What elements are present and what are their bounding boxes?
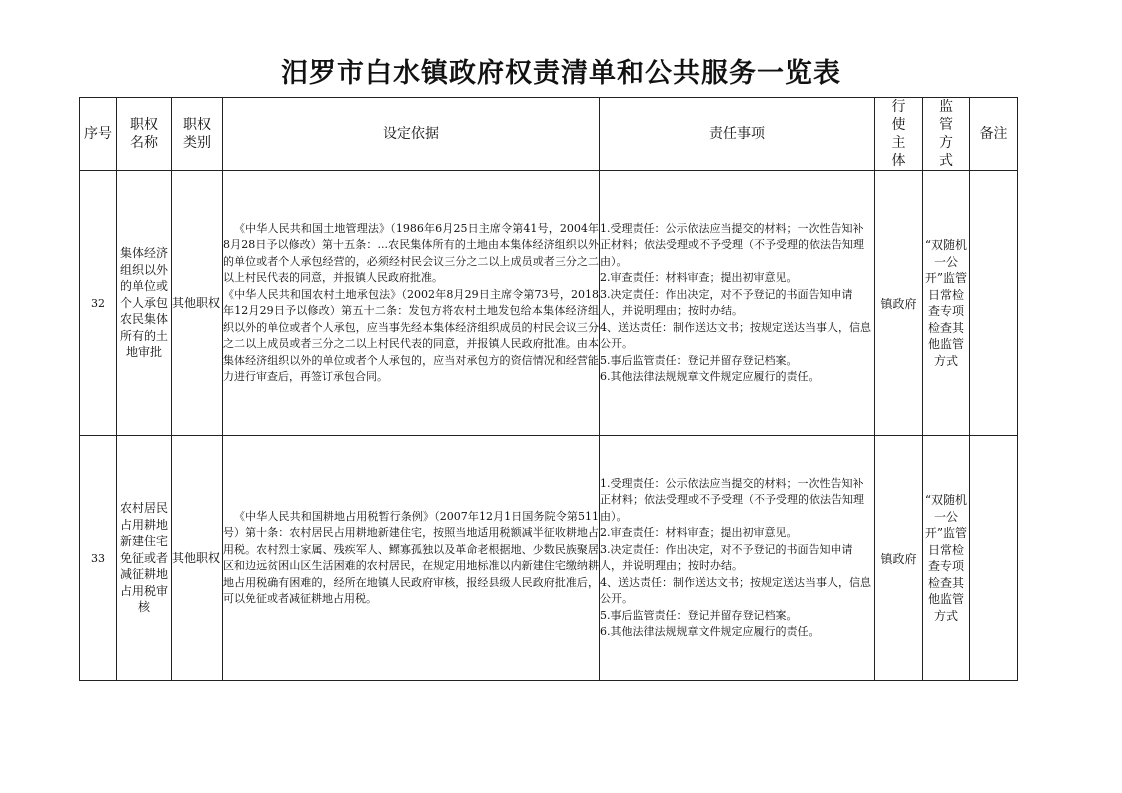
table-row: [80, 171, 1018, 436]
basis-paragraph: 《中华人民共和国农村土地承包法》（2002年8月29日主席令第73号，2018年12月29日予以修改）第五十二条：发包方将农村土地发包给本集体经济组织以外的单位或者个人承包，应当事先经本集体经济组织成员的村民会议三分之二以上成员或者三分之二以上村民代表的同意，并报镇人民政府批准。由本集体经济组织以外的单位或者个人承包的，应当对承包方的资信情况和经营能力进行审查后，再签订承包合同。: [223, 287, 599, 383]
row-supervision: “双随机一公开”监管日常检查专项检查其他监管方式: [923, 171, 970, 436]
header-responsibility: 责任事项: [600, 98, 875, 171]
table-header-row: [80, 98, 1018, 171]
row-name: 农村居民占用耕地新建住宅免征或者减征耕地占用税审核: [117, 436, 172, 681]
responsibility-item: 1.受理责任：公示依法应当提交的材料；一次性告知补正材料；依法受理或不予受理（不予受理的依法告知理由）。: [600, 476, 864, 523]
responsibility-item: 6.其他法律法规规章文件规定应履行的责任。: [600, 625, 820, 638]
responsibility-item: 5.事后监管责任：登记并留存登记档案。: [600, 353, 798, 367]
responsibility-item: 3.决定责任：作出决定，对不予登记的书面告知申请人，并说明理由；按时办结。: [600, 542, 853, 572]
responsibility-item: 3.决定责任：作出决定，对不予登记的书面告知申请人，并说明理由；按时办结。: [600, 287, 853, 317]
table-row: [80, 436, 1018, 681]
header-name: 职权名称: [117, 98, 172, 171]
row-responsibility: [600, 171, 875, 436]
row-remarks: [970, 436, 1018, 681]
row-remarks: [970, 171, 1018, 436]
basis-paragraph: 《中华人民共和国土地管理法》（1986年6月25日主席令第41号，2004年8月28日予以修改）第十五条：...农民集体所有的土地由本集体经济组织以外的单位或者个人承包经营的，必须经村民会议三分之二以上成员或者三分之二以上村民代表的同意，并报镇人民政府批准。: [223, 221, 599, 284]
responsibility-item: 5.事后监管责任：登记并留存登记档案。: [600, 608, 798, 622]
responsibility-item: 2.审查责任：材料审查；提出初审意见。: [600, 526, 798, 539]
responsibility-item: 1.受理责任：公示依法应当提交的材料；一次性告知补正材料；依法受理或不予受理（不予受理的依法告知理由）。: [600, 221, 864, 268]
header-seq: 序号: [80, 98, 117, 171]
header-remarks: 备注: [970, 98, 1018, 171]
responsibility-item: 4、送达责任：制作送达文书；按规定送达当事人，信息公开。: [600, 320, 871, 350]
responsibility-item: 2.审查责任：材料审查；提出初审意见。: [600, 271, 798, 284]
row-type: 其他职权: [172, 436, 223, 681]
header-supervision: 监管方式: [923, 98, 970, 171]
row-subject: 镇政府: [875, 171, 923, 436]
basis-paragraph: 《中华人民共和国耕地占用税暂行条例》（2007年12月1日国务院令第511号）第十条：农村居民占用耕地新建住宅，按照当地适用税额减半征收耕地占用税。农村烈士家属、残疾军人、鳏寡孤独以及革命老根据地、少数民族聚居区和边远贫困山区生活困难的农村居民，在规定用地标准以内新建住宅缴纳耕地占用税确有困难的，经所在地镇人民政府审核，报经县级人民政府批准后，可以免征或者减征耕地占用税。: [223, 509, 599, 605]
row-type: 其他职权: [172, 171, 223, 436]
responsibility-item: 6.其他法律法规规章文件规定应履行的责任。: [600, 370, 820, 383]
row-seq: 32: [80, 171, 117, 436]
document-title: 汨罗市白水镇政府权责清单和公共服务一览表: [281, 58, 841, 89]
row-basis: [223, 436, 600, 681]
row-subject: 镇政府: [875, 436, 923, 681]
row-name: 集体经济组织以外的单位或个人承包农民集体所有的土地审批: [117, 171, 172, 436]
row-responsibility: [600, 436, 875, 681]
responsibility-item: 4、送达责任：制作送达文书；按规定送达当事人，信息公开。: [600, 575, 871, 605]
header-basis: 设定依据: [223, 98, 600, 171]
row-basis: [223, 171, 600, 436]
authority-table: [79, 97, 1018, 681]
row-seq: 33: [80, 436, 117, 681]
header-subject: 行使主体: [875, 98, 923, 171]
row-supervision: “双随机一公开”监管日常检查专项检查其他监管方式: [923, 436, 970, 681]
header-type: 职权类别: [172, 98, 223, 171]
